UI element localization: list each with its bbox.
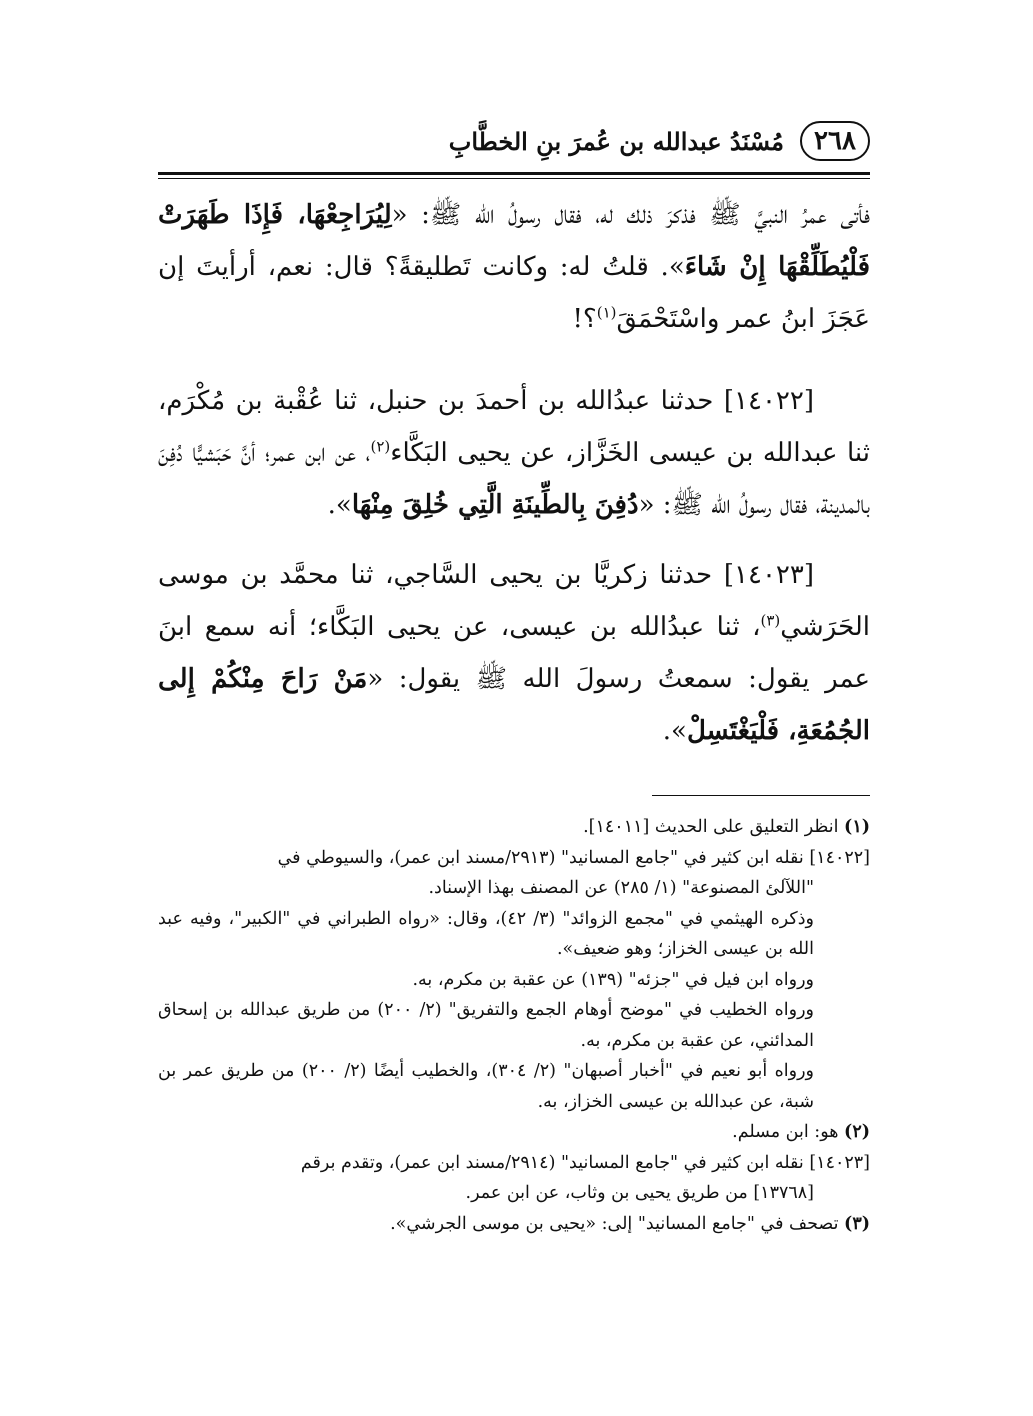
- hadith-quote: لِيُرَاجِعْهَا، فَإِذَا طَهَرَتْ فَلْيُطَلِّقْهَا إِنْ شَاءَ: [158, 200, 871, 282]
- hadith-14022: [١٤٠٢٢] حدثنا عبدُالله بن أحمدَ بن حنبل، ثنا عُقْبة بن مُكْرَم، ثنا عبدالله بن عيسى الخَزَّاز، عن يحيى البَكَّاء$^{(٢)}$، عن ابن عمر؛ أنَّ حَبَشيًّا دُفِنَ بالمدينة، فقال رسولُ الله ﷺ: «دُفِنَ بِالطِّينَةِ الَّتِي خُلِقَ مِنْهَا».: [158, 386, 871, 520]
- note-14022: [١٤٠٢٢] نقله ابن كثير في "جامع المسانيد" (٢٩١٣/مسند ابن عمر)، والسيوطي في: [277, 847, 870, 868]
- note-14022-line: ورواه الخطيب في "موضح أوهام الجمع والتفريق" (٢/ ٢٠٠) من طريق عبدالله بن إسحاق المدائني، عن عقبة بن مكرم، به.: [158, 1000, 814, 1051]
- page-number: ٢٦٨: [800, 121, 870, 161]
- footnote-ref-1[interactable]: (١): [596, 303, 617, 322]
- note-14022-line: "اللآلئ المصنوعة" (١/ ٢٨٥) عن المصنف بهذا الإسناد.: [428, 878, 814, 898]
- main-text: [158, 189, 870, 757]
- hadith-number: [١٤٠٢٢]: [723, 386, 814, 416]
- book-page: [158, 112, 870, 1362]
- footnote-ref-2[interactable]: (٢): [370, 437, 391, 456]
- footnote-3: (٣) تصحف في "جامع المسانيد" إلى: «يحيى بن موسى الجرشي».: [390, 1213, 870, 1234]
- note-14023-line: [١٣٧٦٨] من طريق يحيى بن وثاب، عن ابن عمر.: [465, 1183, 814, 1203]
- note-14022-line: ورواه ابن فيل في "جزئه" (١٣٩) عن عقبة بن مكرم، به.: [412, 969, 814, 990]
- header-rule: [158, 172, 870, 179]
- footnotes: [158, 812, 870, 1239]
- footnote-2: (٢) هو: ابن مسلم.: [732, 1122, 870, 1142]
- footnote-ref-3[interactable]: (٣): [760, 611, 781, 630]
- footnote-1: (١) انظر التعليق على الحديث [١٤٠١١].: [583, 817, 870, 837]
- paragraph-continuation: فأتى عمرُ النبيَّ ﷺ فذكرَ ذلك له، فقال رسولُ الله ﷺ: «لِيُرَاجِعْهَا، فَإِذَا طَهَرَتْ فَلْيُطَلِّقْهَا إِنْ شَاءَ». قلتُ له: وكانت تَطليقةً؟ قال: نعم، أرأيتَ إن عَجَزَ ابنُ عمر واسْتَحْمَقَ$^{(١)}$؟!: [158, 200, 871, 334]
- footnote-separator: [652, 795, 870, 796]
- hadith-quote: دُفِنَ بِالطِّينَةِ الَّتِي خُلِقَ مِنْهَا: [351, 490, 639, 520]
- hadith-quote: مَنْ رَاحَ مِنْكُمْ إِلى الجُمُعَةِ، فَلْيَغْتَسِلْ: [158, 664, 870, 746]
- note-14023: [١٤٠٢٣] نقله ابن كثير في "جامع المسانيد" (٢٩١٤/مسند ابن عمر)، وتقدم برقم: [300, 1152, 870, 1173]
- running-title: مُسْنَدُ عبدالله بن عُمرَ بنِ الخطَّابِ: [448, 126, 784, 156]
- hadith-number: [١٤٠٢٣]: [723, 560, 814, 590]
- note-14022-line: وذكره الهيثمي في "مجمع الزوائد" (٣/ ٤٢)، وقال: «رواه الطبراني في "الكبير"، وفيه عبد الله بن عيسى الخزاز؛ وهو ضعيف».: [158, 908, 815, 959]
- note-14022-line: ورواه أبو نعيم في "أخبار أصبهان" (٢/ ٣٠٤)، والخطيب أيضًا (٢/ ٢٠٠) من طريق عمر بن شبة، عن عبدالله بن عيسى الخزاز، به.: [158, 1061, 814, 1112]
- hadith-14023: [١٤٠٢٣] حدثنا زكريَّا بن يحيى السَّاجي، ثنا محمَّد بن موسى الحَرَشي$^{(٣)}$، ثنا عبدُالله بن عيسى، عن يحيى البَكَّاء؛ أنه سمع ابنَ عمر يقول: سمعتُ رسولَ الله ﷺ يقول: «مَنْ رَاحَ مِنْكُمْ إِلى الجُمُعَةِ، فَلْيَغْتَسِلْ».: [158, 560, 871, 746]
- page-header: [158, 112, 870, 170]
